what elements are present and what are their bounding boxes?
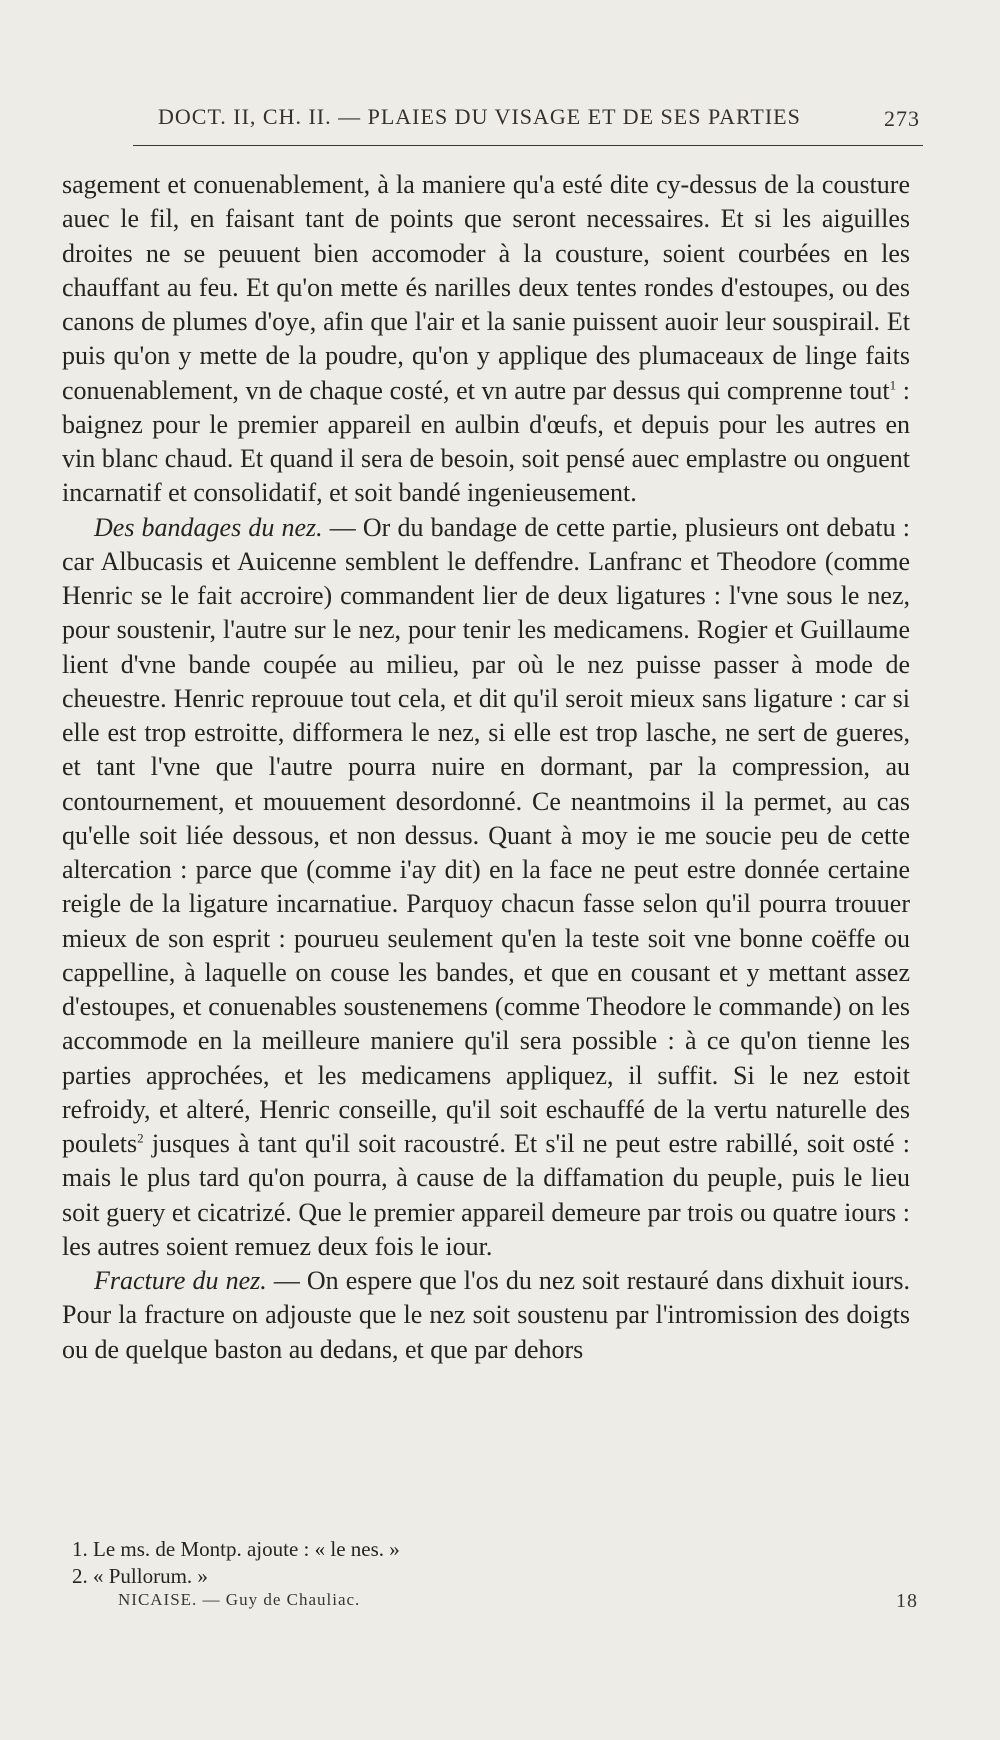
header-rule bbox=[133, 145, 923, 146]
paragraph-1-text: sagement et conuenablement, à la maniere qu'a esté dite cy-dessus de la cousture auec le fil, en faisant tant de points que seront necessaires. Et si les aiguilles droites ne se peuuent bien accomoder à la cousture, soient courbées en les chauffant au feu. Et qu'on mette és narilles deux tentes rondes d'estoupes, ou des canons de plumes d'oye, afin que l'air et la sanie puissent auoir leur souspirail. Et puis qu'on y mette de la poudre, qu'on y applique des plumaceaux de linge faits conuenablement, vn de chaque costé, et vn autre par dessus qui comprenne tout bbox=[62, 170, 910, 405]
running-title: DOCT. II, CH. II. — PLAIES DU VISAGE ET DE SES PARTIES bbox=[158, 104, 801, 129]
footnote-2: 2. « Pullorum. » bbox=[72, 1564, 208, 1588]
paragraph-3 bbox=[62, 1264, 910, 1367]
footnotes bbox=[72, 1536, 832, 1590]
signature-line bbox=[118, 1590, 918, 1610]
footnote-ref-2: 2 bbox=[137, 1130, 144, 1146]
footnote-1: 1. Le ms. de Montp. ajoute : « le nes. » bbox=[72, 1537, 400, 1561]
signature-text: NICAISE. — Guy de Chauliac. bbox=[118, 1590, 361, 1609]
body-text bbox=[62, 168, 910, 1367]
page-number: 273 bbox=[884, 106, 920, 131]
paragraph-1 bbox=[62, 168, 910, 511]
section-heading-fracture: Fracture du nez. bbox=[94, 1266, 267, 1295]
paragraph-2-text: — Or du bandage de cette partie, plusieurs ont debatu : car Albucasis et Auicenne semblent le deffendre. Lanfranc et Theodore (comme Henric se le fait accroire) commandent lier de deux ligatures : l'vne sous le nez, pour soustenir, l'autre sur le nez, pour tenir les medicamens. Rogier et Guillaume lient d'vne bande coupée au milieu, par où le nez puisse passer à mode de cheuestre. Henric reprouue tout cela, et dit qu'il seroit mieux sans ligature : car si elle est trop estroitte, difformera le nez, si elle est trop lasche, ne sert de gueres, et tant l'vne que l'autre pourra nuire en dormant, par la compression, au contournement, et mouuement desordonné. Ce neantmoins il la permet, au cas qu'elle soit liée dessous, et non dessus. Quant à moy ie me soucie peu de cette altercation : parce que (comme i'ay dit) en la face ne peut estre donnée certaine reigle de la ligature incarnatiue. Parquoy chacun fasse selon qu'il pourra trouuer mieux de son esprit : pourueu seulement qu'en la teste soit vne bonne coëffe ou cappelline, à laquelle on couse les bandes, et que en cousant et y mettant assez d'estoupes, et conuenables soustenemens (comme Theodore le commande) on les accommode en la meilleure maniere qu'il sera possible : à ce qu'on tienne les parties approchées, et les medicamens appliquez, il suffit. Si le nez estoit refroidy, et alteré, Henric conseille, qu'il soit eschauffé de la vertu naturelle des poulets bbox=[62, 512, 910, 1158]
paragraph-2-tail: jusques à tant qu'il soit racoustré. Et s'il ne peut estre rabillé, soit osté : mais le plus tard qu'on pourra, à cause de la diffamation du peuple, puis le lieu soit guery et cicatrizé. Que le premier appareil demeure par trois ou quatre iours : les autres soient remuez deux fois le iour. bbox=[62, 1129, 910, 1261]
paragraph-1-tail: : baignez pour le premier appareil en aulbin d'œufs, et depuis pour les autres en vin blanc chaud. Et quand il sera de besoin, soit pensé auec emplastre ou onguent incarnatif et consolidatif, et soit bandé ingenieusement. bbox=[62, 375, 910, 508]
footnote-ref-1: 1 bbox=[889, 376, 897, 392]
signature-number: 18 bbox=[896, 1590, 918, 1612]
paragraph-2 bbox=[62, 511, 910, 1265]
section-heading-bandages: Des bandages du nez. bbox=[94, 512, 323, 542]
paragraph-3-text: — On espere que l'os du nez soit restauré dans dixhuit iours. Pour la fracture on adjouste que le nez soit soustenu par l'intromission des doigts ou de quelque baston au dedans, et que par dehors bbox=[62, 1266, 910, 1364]
